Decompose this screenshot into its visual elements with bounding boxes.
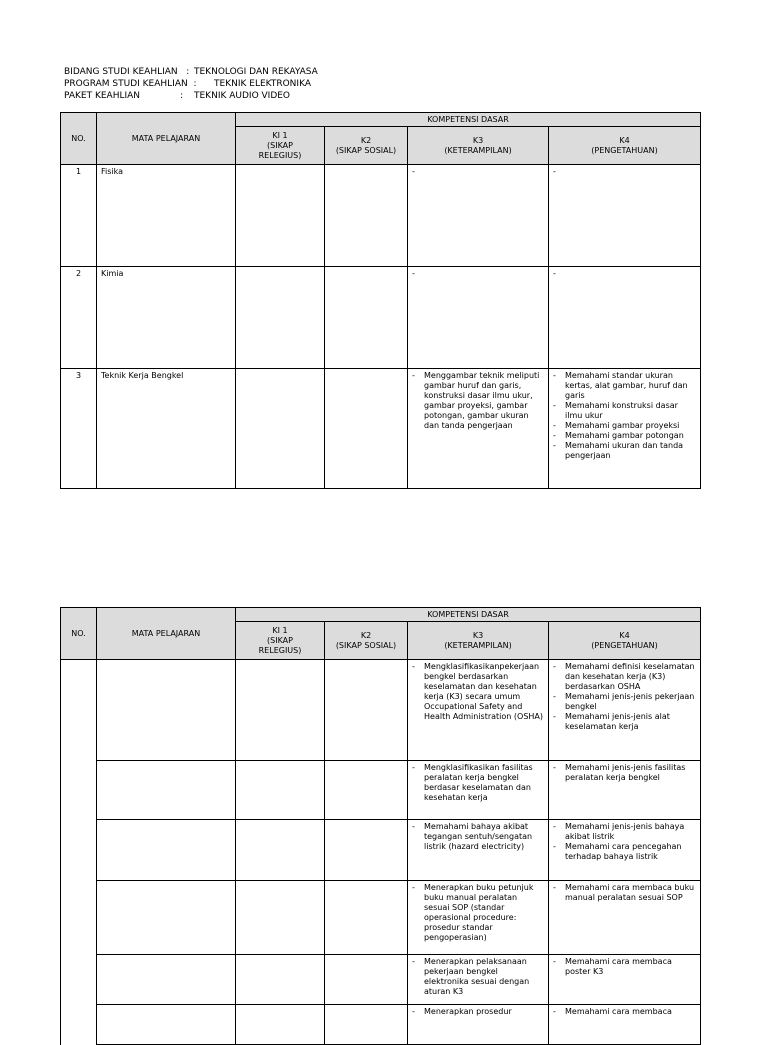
subject-name: Fisika xyxy=(97,165,236,267)
ki1-cell xyxy=(236,369,325,489)
k4-cell xyxy=(549,820,701,881)
list-bullet: - xyxy=(412,371,415,380)
table-row xyxy=(61,881,701,955)
ki1-cell xyxy=(236,660,325,761)
header-row-program xyxy=(64,78,318,90)
row-number: 3 xyxy=(61,369,97,489)
header-row-bidang xyxy=(64,66,318,78)
col-k2-header: K2 (SIKAP SOSIAL) xyxy=(325,622,408,660)
ki1-cell xyxy=(236,955,325,1005)
k2-cell xyxy=(325,1005,408,1045)
table-row xyxy=(61,761,701,820)
col-subject-header: MATA PELAJARAN xyxy=(97,608,236,660)
list-item-text: Menggambar teknik meliputi gambar huruf dan garis, konstruksi dasar ilmu ukur, gambar proyeksi, gambar potongan, gambar ukuran dan tanda pengerjaan xyxy=(424,371,540,430)
header-label: PROGRAM STUDI KEAHLIAN : xyxy=(64,79,197,89)
subject-name xyxy=(97,820,236,881)
list-bullet: - xyxy=(553,401,556,410)
list-bullet: - xyxy=(553,421,556,430)
list-item-text: Memahami cara membaca xyxy=(565,1007,672,1016)
k3-cell xyxy=(408,955,549,1005)
list-bullet: - xyxy=(412,662,415,671)
col-k3-header: K3 (KETERAMPILAN) xyxy=(408,622,549,660)
list-item xyxy=(553,883,696,903)
k4-cell xyxy=(549,660,701,761)
k4-cell xyxy=(549,761,701,820)
k2-cell xyxy=(325,955,408,1005)
list-item-text: Memahami definisi keselamatan dan kesehatan kerja (K3) berdasarkan OSHA xyxy=(565,662,695,691)
list-item-text: Memahami gambar potongan xyxy=(565,431,684,440)
list-bullet: - xyxy=(553,1007,556,1016)
list-item-text: Memahami cara membaca buku manual peralatan sesuai SOP xyxy=(565,883,695,902)
kompetensi-dasar-header: KOMPETENSI DASAR xyxy=(236,608,701,622)
k4-cell: - xyxy=(549,267,701,369)
list-item xyxy=(553,401,696,421)
list-item-text: Menerapkan prosedur xyxy=(424,1007,512,1016)
header-value: TEKNIK AUDIO VIDEO xyxy=(194,91,291,101)
document-header xyxy=(64,66,318,102)
k3-cell xyxy=(408,369,549,489)
col-no-header: NO. xyxy=(61,608,97,660)
k4-cell xyxy=(549,955,701,1005)
table-row xyxy=(61,165,701,267)
list-item xyxy=(553,692,696,712)
col-k4-header: K4 (PENGETAHUAN) xyxy=(549,127,701,165)
list-bullet: - xyxy=(553,371,556,380)
list-item-text: Menerapkan buku petunjuk buku manual peralatan sesuai SOP (standar operasional procedure: prosedur standar pengoperasian) xyxy=(424,883,534,942)
subject-name xyxy=(97,761,236,820)
list-item-text: Memahami gambar proyeksi xyxy=(565,421,680,430)
k2-cell xyxy=(325,660,408,761)
list-item-text: Memahami jenis-jenis bahaya akibat listrik xyxy=(565,822,685,841)
k3-cell xyxy=(408,820,549,881)
list-item-text: Memahami standar ukuran kertas, alat gambar, huruf dan garis xyxy=(565,371,688,400)
list-item xyxy=(553,1007,696,1017)
table-row xyxy=(61,267,701,369)
col-no-header: NO. xyxy=(61,113,97,165)
k2-cell xyxy=(325,820,408,881)
list-bullet: - xyxy=(553,883,556,892)
list-bullet: - xyxy=(553,662,556,671)
ki1-cell xyxy=(236,165,325,267)
list-item xyxy=(412,1007,544,1017)
list-item xyxy=(412,957,544,997)
list-item xyxy=(553,441,696,461)
list-bullet: - xyxy=(412,1007,415,1016)
subject-name: Teknik Kerja Bengkel xyxy=(97,369,236,489)
list-item xyxy=(412,662,544,722)
list-item-text: Memahami bahaya akibat tegangan sentuh/sengatan listrik (hazard electricity) xyxy=(424,822,533,851)
list-item xyxy=(553,712,696,732)
k3-cell: - xyxy=(408,165,549,267)
list-bullet: - xyxy=(553,441,556,450)
list-item-text: Memahami cara pencegahan terhadap bahaya listrik xyxy=(565,842,682,861)
list-item-text: Memahami jenis-jenis pekerjaan bengkel xyxy=(565,692,695,711)
list-item xyxy=(412,763,544,803)
header-value: TEKNOLOGI DAN REKAYASA xyxy=(194,67,318,77)
list-item-text: Menerapkan pelaksanaan pekerjaan bengkel elektronika sesuai dengan aturan K3 xyxy=(424,957,530,996)
list-bullet: - xyxy=(553,763,556,772)
list-item xyxy=(412,883,544,943)
list-item-text: Memahami cara membaca poster K3 xyxy=(565,957,672,976)
k3-cell xyxy=(408,761,549,820)
k2-cell xyxy=(325,165,408,267)
list-bullet: - xyxy=(553,957,556,966)
list-bullet: - xyxy=(553,712,556,721)
k4-cell xyxy=(549,881,701,955)
k3-cell: - xyxy=(408,267,549,369)
ki1-cell xyxy=(236,881,325,955)
ki1-cell xyxy=(236,761,325,820)
list-bullet: - xyxy=(553,692,556,701)
list-item xyxy=(553,371,696,401)
subject-name xyxy=(97,1005,236,1045)
k4-cell xyxy=(549,1005,701,1045)
ki1-cell xyxy=(236,1005,325,1045)
list-bullet: - xyxy=(412,822,415,831)
k2-cell xyxy=(325,881,408,955)
row-number xyxy=(61,660,97,1045)
list-item xyxy=(553,763,696,783)
col-ki1-header: KI 1 (SIKAP RELEGIUS) xyxy=(236,127,325,165)
col-ki1-header: KI 1 (SIKAP RELEGIUS) xyxy=(236,622,325,660)
col-k3-header: K3 (KETERAMPILAN) xyxy=(408,127,549,165)
competency-table-1 xyxy=(60,112,701,489)
header-label: BIDANG STUDI KEAHLIAN : xyxy=(64,67,190,77)
list-bullet: - xyxy=(412,763,415,772)
list-item-text: Mengklasifikasikan fasilitas peralatan kerja bengkel berdasar keselamatan dan kesehatan kerja xyxy=(424,763,533,802)
list-item-text: Memahami jenis-jenis alat keselamatan kerja xyxy=(565,712,670,731)
subject-name xyxy=(97,660,236,761)
subject-name xyxy=(97,881,236,955)
list-bullet: - xyxy=(553,822,556,831)
col-k2-header: K2 (SIKAP SOSIAL) xyxy=(325,127,408,165)
list-item xyxy=(412,371,544,431)
list-item xyxy=(553,957,696,977)
list-item-text: Memahami jenis-jenis fasilitas peralatan kerja bengkel xyxy=(565,763,686,782)
col-subject-header: MATA PELAJARAN xyxy=(97,113,236,165)
list-item xyxy=(553,822,696,842)
subject-name: Kimia xyxy=(97,267,236,369)
header-row-paket xyxy=(64,90,318,102)
list-item xyxy=(553,421,696,431)
k3-cell xyxy=(408,1005,549,1045)
k2-cell xyxy=(325,267,408,369)
table-row xyxy=(61,660,701,761)
list-item xyxy=(412,822,544,852)
k3-cell xyxy=(408,660,549,761)
row-number: 1 xyxy=(61,165,97,267)
list-item-text: Memahami konstruksi dasar ilmu ukur xyxy=(565,401,678,420)
table-row xyxy=(61,369,701,489)
list-bullet: - xyxy=(412,883,415,892)
ki1-cell xyxy=(236,820,325,881)
table-row xyxy=(61,820,701,881)
table-row xyxy=(61,1005,701,1045)
k4-cell xyxy=(549,369,701,489)
table-row xyxy=(61,955,701,1005)
header-value: TEKNIK ELEKTRONIKA xyxy=(194,79,311,89)
competency-table-2 xyxy=(60,607,701,1045)
k2-cell xyxy=(325,761,408,820)
list-item-text: Memahami ukuran dan tanda pengerjaan xyxy=(565,441,684,460)
row-number: 2 xyxy=(61,267,97,369)
ki1-cell xyxy=(236,267,325,369)
list-item-text: Mengklasifikasikanpekerjaan bengkel berdasarkan keselamatan dan kesehatan kerja (K3) secara umum Occupational Safety and Health Administration (OSHA) xyxy=(424,662,543,721)
k3-cell xyxy=(408,881,549,955)
kompetensi-dasar-header: KOMPETENSI DASAR xyxy=(236,113,701,127)
list-item xyxy=(553,431,696,441)
list-bullet: - xyxy=(553,431,556,440)
subject-name xyxy=(97,955,236,1005)
list-item xyxy=(553,662,696,692)
list-bullet: - xyxy=(553,842,556,851)
k2-cell xyxy=(325,369,408,489)
list-bullet: - xyxy=(412,957,415,966)
col-k4-header: K4 (PENGETAHUAN) xyxy=(549,622,701,660)
header-label: PAKET KEAHLIAN : xyxy=(64,91,184,101)
list-item xyxy=(553,842,696,862)
k4-cell: - xyxy=(549,165,701,267)
